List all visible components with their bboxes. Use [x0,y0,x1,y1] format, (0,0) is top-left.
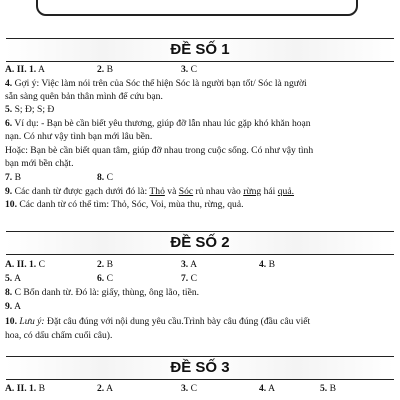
de2-answer-7 [181,272,197,285]
answer-number: 5. [320,383,328,394]
de1-answer-1 [5,63,45,76]
underlined-noun: Sóc [178,186,194,197]
de1-answer-8 [97,171,113,184]
question-number: 5. [5,104,13,115]
de1-answer-2 [97,63,113,76]
de1-question-6-line-1 [5,117,311,130]
answer-number: 8. [97,172,105,183]
answer-value: A [104,383,114,394]
question-number: 8. [5,287,13,298]
de2-question-10-line-1 [5,315,310,328]
answer-value: B [104,64,114,75]
question-text: rủ nhau vào [193,186,244,197]
de1-question-6-line-2: nạn. Có như vậy tình bạn mới lâu bền. [5,131,153,142]
de1-question-6-line-4: bạn mới bền chặt. [5,158,74,169]
answer-number: 5. [5,273,13,284]
de3-answer-1 [5,382,45,395]
de2-answer-4 [259,258,275,271]
answer-value: B [104,259,114,270]
answer-value: C [188,273,198,284]
section-title-de-so-2: ĐỀ SỐ 2 [170,234,230,251]
de1-question-5 [5,103,54,116]
question-text: hái [261,186,278,197]
answer-value: A [266,383,276,394]
question-text: Ví dụ: - Bạn bè cần biết yêu thương, giúp đỡ lẫn nhau lúc gặp khó khăn hoạn [12,118,311,129]
section-header-de-so-2 [6,231,394,255]
de2-answer-6 [97,272,113,285]
question-text: Đặt câu đúng với nội dung yêu cầu.Trình bày câu đúng (đầu câu viết [44,316,311,327]
de2-answer-3 [181,258,197,271]
answer-value: C [104,273,114,284]
answer-value: A [36,64,45,75]
answer-number: A. II. 1. [5,383,37,394]
de3-answer-4 [259,382,275,395]
de2-answer-1 [5,258,45,271]
answer-number: 3. [181,383,189,394]
answer-number: A. II. 1. [5,64,37,75]
answer-number: 2. [97,259,105,270]
question-number: 6. [5,118,13,129]
de2-question-10-line-2: hoa, có dấu chấm cuối câu). [5,330,113,341]
answer-value: B [266,259,276,270]
answer-value: A [12,273,22,284]
answer-number: 7. [181,273,189,284]
de3-answer-3 [181,382,197,395]
answer-number: 6. [97,273,105,284]
de1-answer-7 [5,171,21,184]
question-text: Các danh từ được gạch dưới đó là: [12,186,150,197]
answer-number: 4. [259,383,267,394]
question-number: 9. [5,186,13,197]
question-number: 9. [5,301,13,312]
de2-answer-2 [97,258,113,271]
question-text: C Bốn danh từ. Đó là: giấy, thùng, ông lão, tiền. [12,287,200,298]
question-text: Gợi ý: Việc làm nói trên của Sóc thể hiện Sóc là người bạn tốt/ Sóc là người [12,78,307,89]
de1-question-6-line-3: Hoặc: Bạn bè cần biết quan tâm, giúp đỡ nhau trong cuộc sống. Có như vậy tình [5,145,314,156]
question-text: và [164,186,179,197]
answer-number: 3. [181,64,189,75]
answer-number: 4. [259,259,267,270]
underlined-noun: Thỏ [149,186,165,197]
de2-answer-5 [5,272,21,285]
top-banner [36,0,358,16]
answer-value: B [327,383,337,394]
question-number: 4. [5,78,13,89]
question-text: Các danh từ có thể tìm: Thỏ, Sóc, Voi, mùa thu, rừng, quả. [17,199,244,210]
section-title-de-so-1: ĐỀ SỐ 1 [170,41,230,58]
de1-question-10 [5,198,244,211]
underlined-noun: rừng [243,186,262,197]
answer-value: C [188,383,198,394]
question-text: S; Đ; S; Đ [12,104,55,115]
question-text: A [12,301,22,312]
note-label: Lưu ý: [17,316,45,327]
answer-number: 7. [5,172,13,183]
de1-answer-3 [181,63,197,76]
underlined-noun: quả. [277,186,295,197]
de3-answer-2 [97,382,113,395]
question-number: 10. [5,199,17,210]
answer-number: 2. [97,383,105,394]
de1-question-4-line-1 [5,77,307,90]
de2-question-8 [5,286,199,299]
answer-value: C [104,172,114,183]
answer-value: B [12,172,22,183]
de3-answer-5 [320,382,336,395]
answer-number: 2. [97,64,105,75]
question-number: 10. [5,316,17,327]
section-title-de-so-3: ĐỀ SỐ 3 [170,359,230,376]
section-header-de-so-3 [6,356,394,380]
answer-number: A. II. 1. [5,259,37,270]
answer-number: 3. [181,259,189,270]
answer-value: C [188,64,198,75]
de1-question-4-line-2: sẵn sàng quên bản thân mình để cứu bạn. [5,91,163,102]
de2-question-9 [5,300,21,313]
answer-value: A [188,259,198,270]
section-header-de-so-1 [6,38,394,62]
answer-value: C [36,259,45,270]
answer-value: B [36,383,45,394]
de1-question-9 [5,185,294,198]
